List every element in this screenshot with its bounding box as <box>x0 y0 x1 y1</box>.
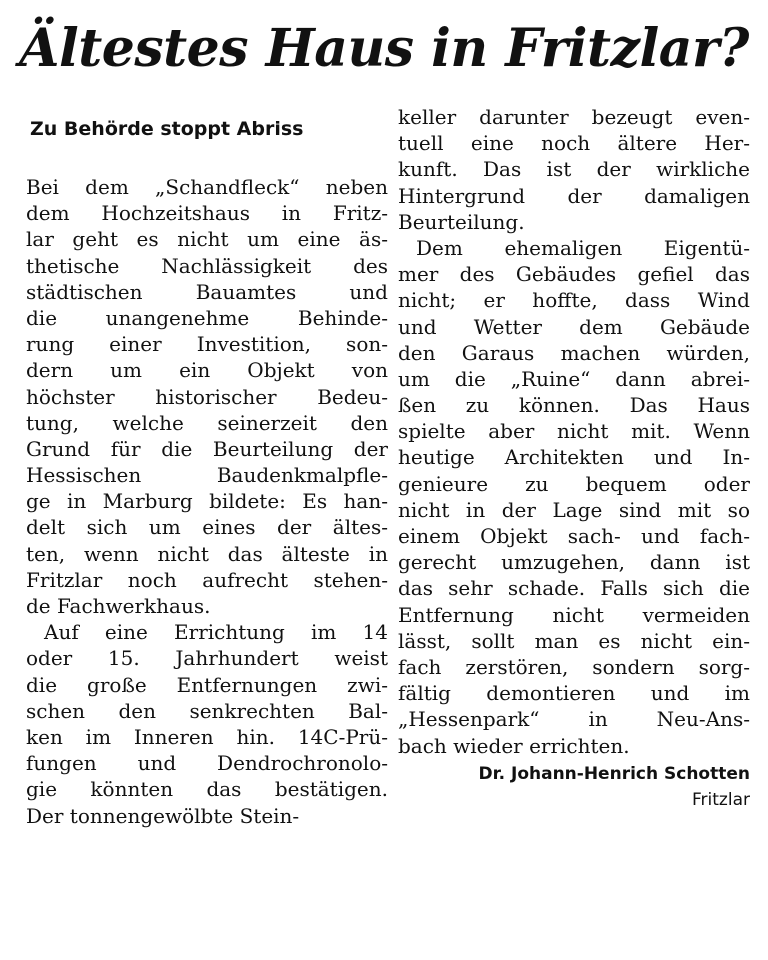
text-line: genieure zu bequem oder <box>398 471 750 496</box>
left-column-body <box>26 174 388 829</box>
paragraph <box>26 174 388 619</box>
text-line: bach wieder errichten. <box>398 733 630 758</box>
text-line: ßen zu können. Das Haus <box>398 393 750 418</box>
text-line: nicht; er hoffte, dass Wind <box>398 288 750 313</box>
text-line: rung einer Investition, son- <box>26 332 388 357</box>
text-line: dem Hochzeitshaus in Fritz- <box>26 201 388 226</box>
text-line: fältig demontieren und im <box>398 681 750 706</box>
paragraph <box>398 235 750 759</box>
text-line: dern um ein Objekt von <box>26 358 388 383</box>
text-line: nicht in der Lage sind mit so <box>398 497 750 522</box>
text-line: tung, welche seinerzeit den <box>26 410 388 435</box>
text-line: Hessischen Baudenkmalpfle- <box>26 463 388 488</box>
text-line: Fritzlar noch aufrecht stehen- <box>26 567 388 592</box>
text-line: Beurteilung. <box>398 209 525 234</box>
text-line: Auf eine Errichtung im 14 <box>44 620 388 645</box>
subheadline-gap <box>26 144 388 174</box>
text-line: gie könnten das bestätigen. <box>26 777 388 802</box>
text-line: um die „Ruine“ dann abrei- <box>398 366 750 391</box>
text-line: spielte aber nicht mit. Wenn <box>398 419 750 444</box>
text-line: tuell eine noch ältere Her- <box>398 131 750 156</box>
text-line: „Hessenpark“ in Neu-Ans- <box>398 707 750 732</box>
headline: Ältestes Haus in Fritzlar? <box>19 18 749 79</box>
text-line: ken im Inneren hin. 14C-Prü- <box>26 724 388 749</box>
text-line: lar geht es nicht um eine äs- <box>26 227 388 252</box>
author-place: Fritzlar <box>692 789 750 810</box>
text-line: mer des Gebäudes gefiel das <box>398 262 750 287</box>
text-line: fungen und Dendrochronolo- <box>26 751 388 776</box>
text-line: thetische Nachlässigkeit des <box>26 253 388 278</box>
text-line: de Fachwerkhaus. <box>26 594 211 618</box>
text-line: Dem ehemaligen Eigentü- <box>416 235 750 260</box>
text-line: das sehr schade. Falls sich die <box>398 576 750 601</box>
author-name: Dr. Johann-Henrich Schotten <box>478 763 750 784</box>
text-line: keller darunter bezeugt even- <box>398 105 750 129</box>
text-line: einem Objekt sach- und fach- <box>398 524 750 548</box>
text-line: die unangenehme Behinde- <box>26 305 388 330</box>
text-line: schen den senkrechten Bal- <box>26 698 388 723</box>
subheadline: Zu Behörde stoppt Abriss <box>30 118 304 140</box>
text-line: ge in Marburg bildete: Es han- <box>26 489 388 514</box>
right-column-body <box>398 104 750 759</box>
text-line: delt sich um eines der ältes- <box>26 515 388 540</box>
text-line: heutige Architekten und In- <box>398 445 750 470</box>
text-line: Hintergrund der damaligen <box>398 183 750 208</box>
text-line: Entfernung nicht vermeiden <box>398 602 750 627</box>
text-line: Grund für die Beurteilung der <box>26 436 388 461</box>
text-line: Der tonnengewölbte Stein- <box>26 803 300 828</box>
text-line: die große Entfernungen zwi- <box>26 672 388 697</box>
text-line: ten, wenn nicht das älteste in <box>26 541 388 566</box>
text-line: den Garaus machen würden, <box>398 340 750 365</box>
text-line: lässt, sollt man es nicht ein- <box>398 628 750 653</box>
text-line: fach zerstören, sondern sorg- <box>398 654 750 679</box>
paragraph <box>26 619 388 829</box>
right-column <box>398 104 750 813</box>
text-line: und Wetter dem Gebäude <box>398 314 750 339</box>
text-line: höchster historischer Bedeu- <box>26 384 388 409</box>
text-line: kunft. Das ist der wirkliche <box>398 157 750 182</box>
paragraph <box>398 104 750 235</box>
text-line: gerecht umzugehen, dann ist <box>398 550 750 575</box>
text-line: Bei dem „Schandfleck“ neben <box>26 175 388 199</box>
left-column <box>26 104 388 829</box>
text-line: städtischen Bauamtes und <box>26 279 388 304</box>
text-line: oder 15. Jahrhundert weist <box>26 646 388 671</box>
